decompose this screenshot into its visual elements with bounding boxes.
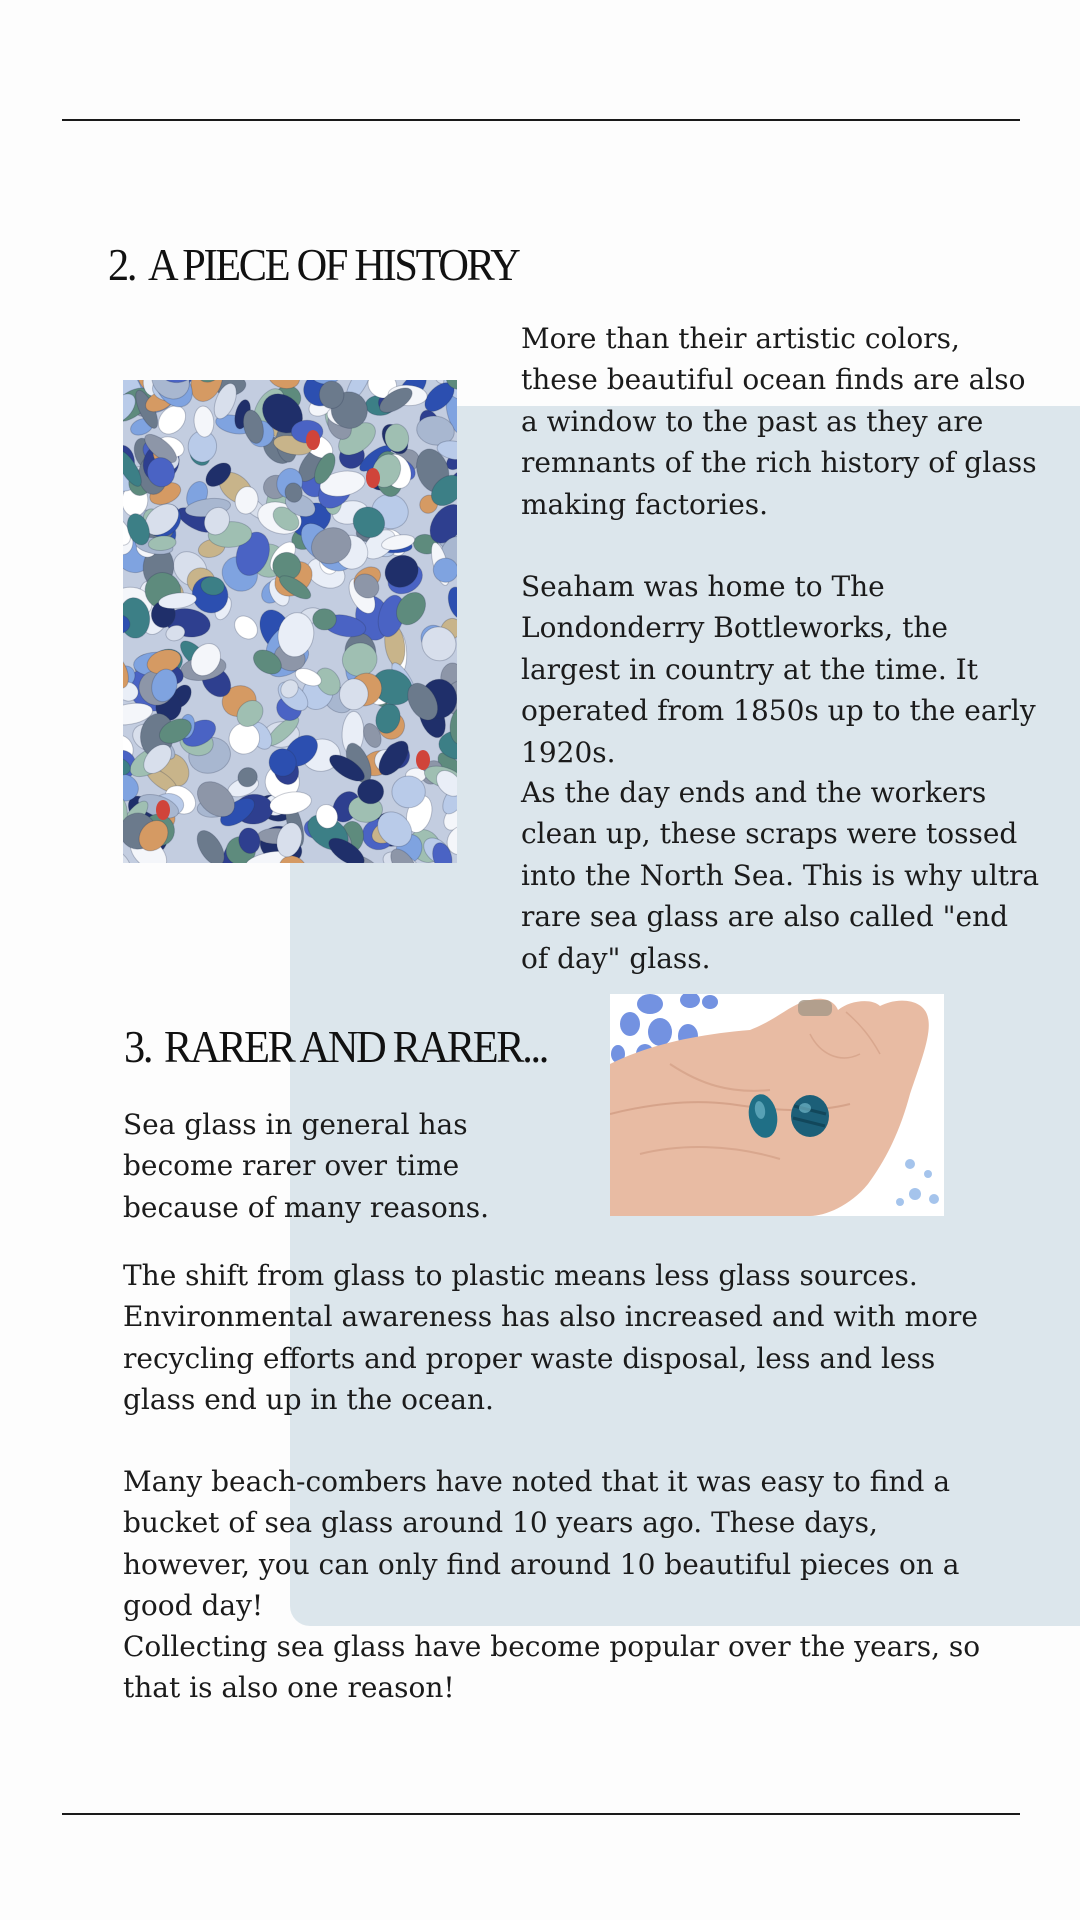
section-3-paragraph-3: Collecting sea glass have become popular over the years, so that is also one reason! xyxy=(123,1630,981,1705)
section-2-paragraph-2: Seaham was home to The Londonderry Bottleworks, the largest in country at the time. It operated from 1850s up to the early 1920s. xyxy=(521,570,1036,769)
section-3-intro: Sea glass in general has become rarer over time because of many reasons. xyxy=(123,1108,490,1224)
hand-holding-sea-glass-image xyxy=(610,994,944,1216)
section-2-number: 2. xyxy=(108,239,136,290)
section-2-paragraph-1: More than their artistic colors, these beautiful ocean finds are also a window to the past as they are remnants of the rich history of glass making factories. xyxy=(521,322,1037,521)
bottom-divider xyxy=(62,1813,1020,1815)
section-2-paragraph-3: As the day ends and the workers clean up, these scraps were tossed into the North Sea. This is why ultra rare sea glass are also called "end of day" glass. xyxy=(521,776,1040,975)
section-3-paragraph-2: Many beach-combers have noted that it was easy to find a bucket of sea glass around 10 years ago. These days, however, you can only find around 10 beautiful pieces on a good day! xyxy=(123,1465,960,1623)
section-3-paragraph-1: The shift from glass to plastic means less glass sources. Environmental awareness has also increased and with more recycling efforts and proper waste disposal, less and less glass end up in the ocean. xyxy=(123,1259,978,1417)
section-2-title: A PIECE OF HISTORY xyxy=(148,239,519,290)
sea-glass-pile-image xyxy=(123,380,457,863)
top-divider xyxy=(62,119,1020,121)
section-3-number: 3. xyxy=(124,1021,152,1072)
section-3-heading xyxy=(124,1020,547,1073)
section-2-heading xyxy=(108,238,519,291)
section-3-title: RARER AND RARER... xyxy=(164,1021,548,1072)
